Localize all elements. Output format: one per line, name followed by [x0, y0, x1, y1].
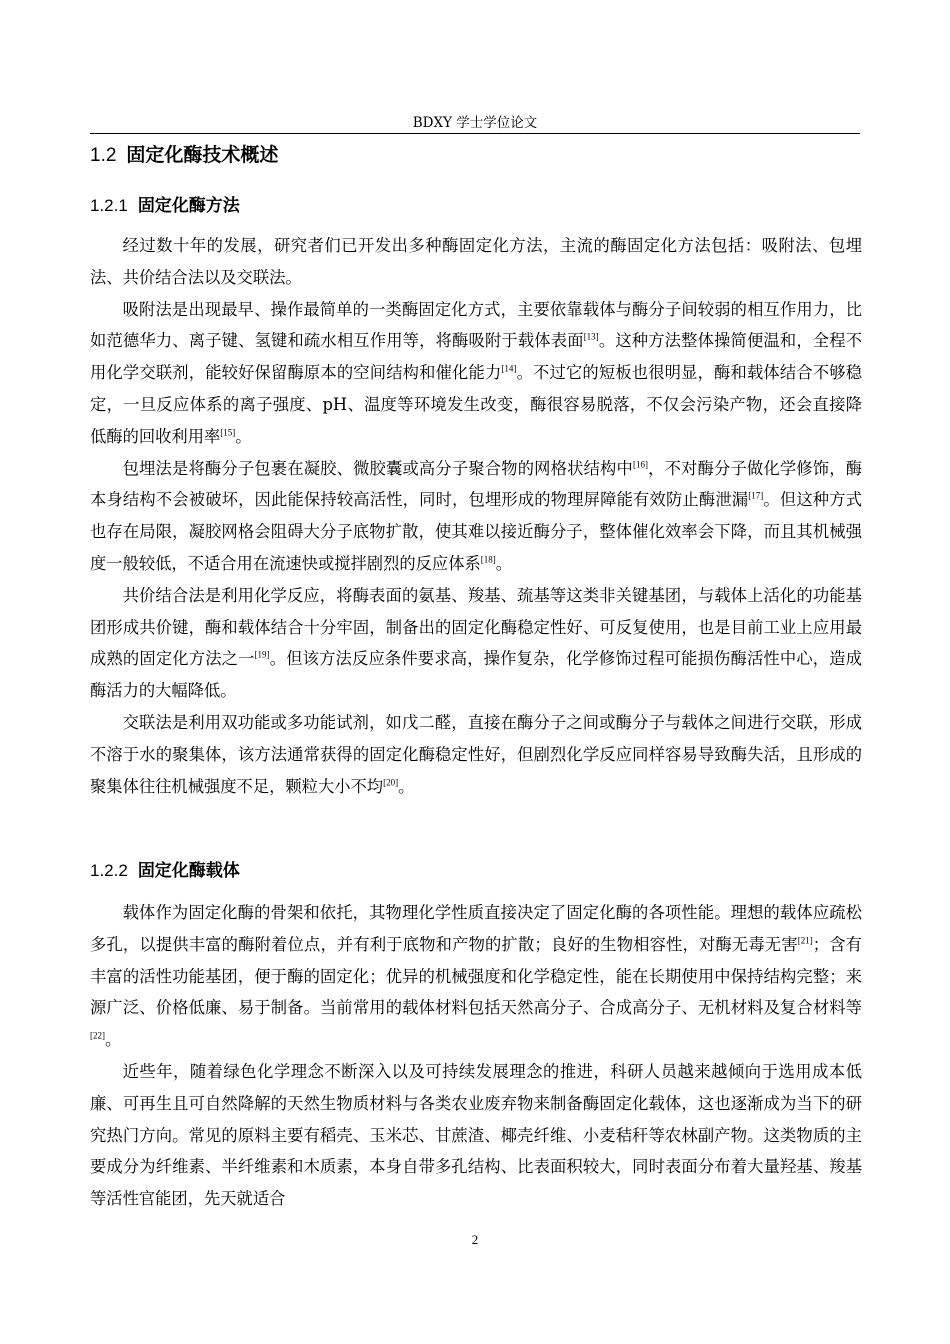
carriers-body — [90, 897, 862, 1215]
citation-ref: [14] — [501, 363, 517, 374]
paragraph-text: 。不过它的短板也很明显，酶和载体结合不够稳定，一旦反应体系的离子强度、pH、温度等环境发生改变，酶很容易脱落，不仅会污染产物，还会直接降低酶的回收利用率 — [90, 363, 862, 446]
body-paragraph — [90, 707, 862, 802]
subsection-title: 固定化酶方法 — [137, 196, 240, 216]
subsection-heading-methods — [90, 194, 240, 218]
citation-ref: [15] — [220, 427, 236, 438]
body-paragraph — [90, 580, 862, 707]
paragraph-text: 。 — [105, 1030, 122, 1050]
citation-ref: [16] — [632, 459, 648, 470]
citation-ref: [13] — [583, 331, 599, 342]
paragraph-text: 。 — [235, 426, 252, 446]
paragraph-text: 。这种方法整体操简便温和，全程不用化学交联剂，能较好保留酶原本的空间结构和催化能力 — [90, 331, 862, 383]
body-paragraph — [90, 294, 862, 453]
paragraph-text: 交联法是利用双功能或多功能试剂，如戊二醛，直接在酶分子之间或酶分子与载体之间进行交联，形成不溶于水的聚集体，该方法通常获得的固定化酶稳定性好，但剧烈化学反应同样容易导致酶失活，且形成的聚集体往往机械强度不足，颗粒大小不均 — [90, 712, 862, 796]
paragraph-text: 。但该方法反应条件要求高，操作复杂，化学修饰过程可能损伤酶活性中心，造成酶活力的大幅降低。 — [90, 649, 862, 701]
paragraph-text: 。 — [398, 776, 415, 796]
body-paragraph — [90, 897, 862, 1056]
paragraph-text: 载体作为固定化酶的骨架和依托，其物理化学性质直接决定了固定化酶的各项性能。理想的载体应疏松多孔，以提供丰富的酶附着位点，并有利于底物和产物的扩散；良好的生物相容性，对酶无毒无害 — [90, 903, 862, 954]
body-paragraph — [90, 453, 862, 580]
paragraph-text: ；含有丰富的活性功能基团，便于酶的固定化；优异的机械强度和化学稳定性，能在长期使用中保持结构完整；来源广泛、价格低廉、易于制备。当前常用的载体材料包括天然高分子、合成高分子、无机材料及复合材料等 — [90, 934, 862, 1018]
paragraph-text: 包埋法是将酶分子包裹在凝胶、微胶囊或高分子聚合物的网格状结构中 — [122, 458, 633, 478]
body-paragraph — [90, 230, 862, 294]
page-number: 2 — [471, 1232, 479, 1247]
paragraph-text: 近些年，随着绿色化学理念不断深入以及可持续发展理念的推进，科研人员越来越倾向于选用成本低廉、可再生且可自然降解的天然生物质材料与各类农业废弃物来制备酶固定化载体，这也逐渐成为当下的研究热门方向。常见的原料主要有稻壳、玉米芯、甘蔗渣、椰壳纤维、小麦秸秆等农林副产物。这类物质的主要成分为纤维素、半纤维素和木质素，本身自带多孔结构、比表面积较大，同时表面分布着大量羟基、羧基等活性官能团，先天就适合 — [90, 1061, 862, 1209]
paragraph-text: 共价结合法是利用化学反应，将酶表面的氨基、羧基、巯基等这类非关键基团，与载体上活化的功能基团形成共价键，酶和载体结合十分牢固，制备出的固定化酶稳定性好、可反复使用，也是目前工业上应用最成熟的固定化方法之一 — [90, 585, 862, 669]
subsection-number: 1.2.2 — [90, 861, 128, 880]
citation-ref: [22] — [90, 1030, 105, 1041]
subsection-heading-carriers — [90, 859, 240, 883]
header-rule — [90, 133, 860, 134]
subsection-title: 固定化酶载体 — [137, 861, 240, 881]
citation-ref: [20] — [383, 777, 399, 788]
paragraph-text: 。但这种方式也存在局限，凝胶网格会阻碍大分子底物扩散，使其难以接近酶分子，整体催化效率会下降，而且其机械强度一般较低，不适合用在流速快或搅拌剧烈的反应体系 — [90, 490, 862, 573]
citation-ref: [19] — [254, 649, 270, 660]
citation-ref: [17] — [748, 490, 764, 501]
subsection-number: 1.2.1 — [90, 196, 128, 215]
methods-body — [90, 230, 862, 802]
paragraph-text: ，不对酶分子做化学修饰，酶本身结构不会被破坏，因此能保持较高活性，同时，包埋形成的物理屏障能有效防止酶泄漏 — [90, 458, 862, 510]
body-paragraph — [90, 1056, 862, 1215]
section-number: 1.2 — [90, 145, 117, 166]
paragraph-text: 吸附法是出现最早、操作最简单的一类酶固定化方式，主要依靠载体与酶分子间较弱的相互作用力，比如范德华力、离子键、氢键和疏水相互作用等，将酶吸附于载体表面 — [90, 299, 862, 351]
citation-ref: [18] — [480, 554, 496, 565]
paragraph-text: 经过数十年的发展，研究者们已开发出多种酶固定化方法，主流的酶固定化方法包括：吸附法、包埋法、共价结合法以及交联法。 — [90, 236, 862, 287]
citation-ref: [21] — [797, 935, 813, 946]
paragraph-text: 。 — [495, 553, 513, 573]
section-heading — [90, 142, 278, 169]
running-header: BDXY 学士学位论文 — [412, 115, 538, 131]
section-title: 固定化酶技术概述 — [126, 144, 279, 166]
